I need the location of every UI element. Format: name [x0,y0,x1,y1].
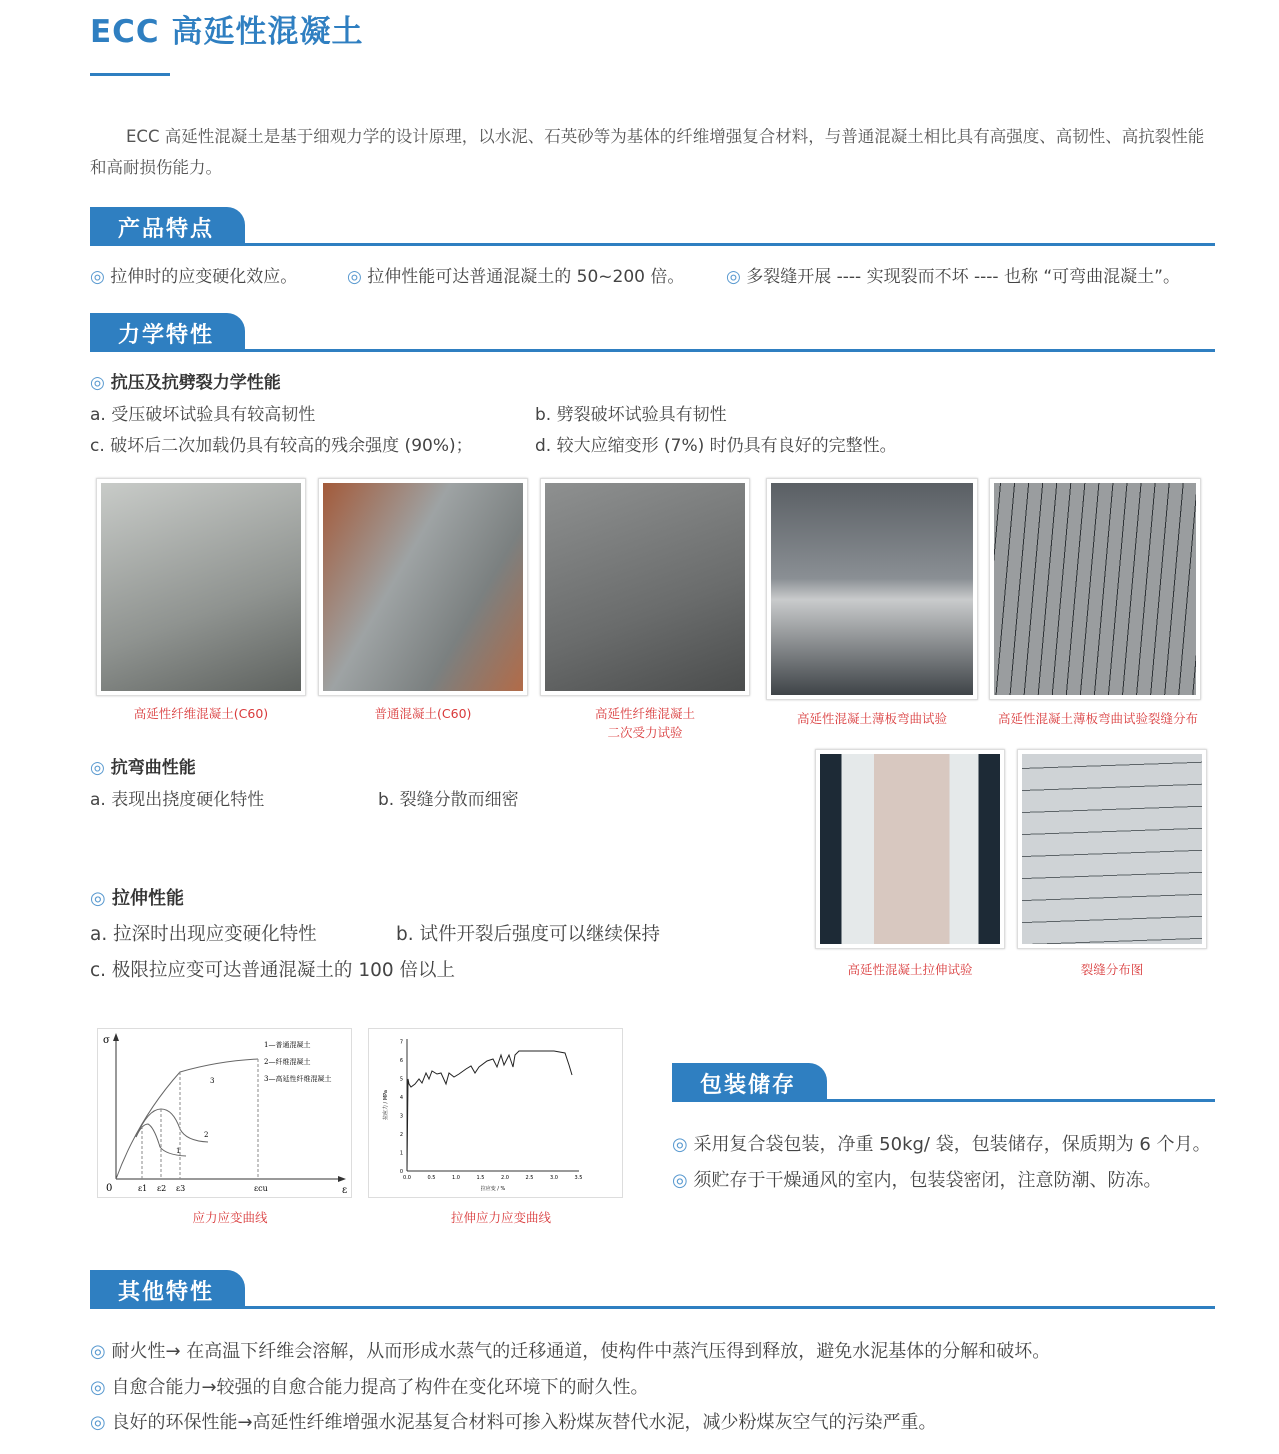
chart-caption: 应力应变曲线 [192,1210,268,1225]
packaging-heading: 包装储存 [672,1063,827,1100]
tensile-curve-svg [369,1029,622,1197]
photo-caption: 高延性混凝土薄板弯曲试验 [796,711,947,726]
compression-item: a. 受压破坏试验具有较高韧性 [90,405,316,425]
features-section-header [90,207,1215,246]
curve-3 [116,1059,258,1179]
photo-crack-distribution [989,478,1201,700]
x-tick-label: 0.5 [427,1175,436,1181]
stress-strain-figure [97,1028,352,1198]
x-tick-label: 2.5 [525,1175,534,1181]
x-axis-arrow [338,1176,346,1182]
tick-e1: ε1 [138,1184,148,1193]
y-tick-label: 2 [399,1132,403,1138]
photo-tensile-test [815,749,1005,949]
curve-label: 1 [176,1147,181,1155]
bending-subheading: ◎ 抗弯曲性能 [90,758,196,778]
tensile-curve [407,1051,572,1171]
y-tick-label: 6 [399,1058,403,1064]
x-tick-label: 1.0 [452,1175,460,1181]
tick-e2: ε2 [157,1184,167,1193]
x-tick-label: 2.0 [501,1175,509,1181]
legend-item: 1—普通混凝土 [264,1041,311,1049]
feature-item: ◎ 拉伸性能可达普通混凝土的 50~200 倍。 [347,267,685,287]
photo-caption: 高延性纤维混凝土 二次受力试验 [594,706,695,740]
tensile-item: a. 拉深时出现应变硬化特性 [90,924,317,945]
tick-ecu: εcu [254,1184,268,1193]
compression-subheading: ◎ 抗压及抗劈裂力学性能 [90,373,281,393]
y-tick-label: 0 [399,1169,403,1175]
other-item: ◎ 良好的环保性能→高延性纤维增强水泥基复合材料可掺入粉煤灰替代水泥，减少粉煤灰空气的污染严重。 [90,1412,937,1433]
x-axis-label: 拉应变 / % [480,1186,506,1192]
packaging-item: ◎ 采用复合袋包装，净重 50kg/ 袋，包装储存，保质期为 6 个月。 [672,1134,1211,1155]
packaging-section-header [672,1063,1215,1102]
x-tick-label: 1.5 [476,1175,485,1181]
tensile-subheading: ◎ 拉伸性能 [90,888,184,909]
photo-caption: 高延性混凝土拉伸试验 [847,962,973,977]
compression-item: c. 破坏后二次加载仍具有较高的残余强度 (90%)； [90,436,473,456]
page-title: ECC 高延性混凝土 [90,14,364,50]
features-heading: 产品特点 [90,207,245,244]
photo-ecc-second-loading [540,478,750,696]
tick-e3: ε3 [176,1184,186,1193]
mechanics-section-header [90,313,1215,352]
title-underline [90,73,170,76]
photo-caption: 裂缝分布图 [1080,962,1144,977]
bending-item: a. 表现出挠度硬化特性 [90,790,265,810]
legend-item: 2—纤维混凝土 [264,1058,311,1066]
tick-labels [400,1040,583,1182]
photo-caption: 普通混凝土(C60) [374,706,472,721]
chart-caption: 拉伸应力应变曲线 [450,1210,551,1225]
y-tick-label: 1 [399,1150,403,1157]
dashed-guides [142,1059,258,1179]
curve-label: 2 [204,1131,209,1139]
stress-strain-svg [98,1029,351,1197]
x-tick-label: 0.0 [403,1175,411,1181]
photo-tensile-cracks [1017,749,1207,949]
y-tick-label: 7 [399,1039,403,1046]
photo-normal-concrete [318,478,528,696]
tensile-curve-figure [368,1028,623,1198]
intro-paragraph: ECC 高延性混凝土是基于细观力学的设计原理，以水泥、石英砂等为基体的纤维增强复合材料，与普通混凝土相比具有高强度、高韧性、高抗裂性能和高耐损伤能力。 [90,127,1205,177]
mechanics-heading: 力学特性 [90,313,245,350]
feature-item: ◎ 多裂缝开展 ---- 实现裂而不坏 ---- 也称 “可弯曲混凝土”。 [726,267,1180,287]
compression-item: b. 劈裂破坏试验具有韧性 [535,405,727,425]
curve-label: 3 [210,1077,215,1085]
y-axis-arrow [113,1033,119,1041]
legend-item: 3—高延性纤维混凝土 [264,1075,332,1083]
y-tick-label: 3 [399,1113,403,1120]
tensile-item: c. 极限拉应变可达普通混凝土的 100 倍以上 [90,960,456,981]
origin-label: 0 [106,1183,113,1194]
x-tick-label: 3.5 [574,1175,583,1181]
y-axis-label: 拉应力 / MPa [383,1089,389,1121]
compression-item: d. 较大应缩变形 (7%) 时仍具有良好的完整性。 [535,436,897,456]
other-section-header [90,1270,1215,1309]
y-symbol: σ [103,1035,110,1046]
bending-item: b. 裂缝分散而细密 [378,790,519,810]
y-tick-label: 4 [399,1095,403,1101]
photo-ecc-specimen [96,478,306,696]
photo-thin-plate-bending [766,478,978,700]
photo-caption: 高延性纤维混凝土(C60) [133,706,269,721]
x-tick-label: 3.0 [550,1175,558,1181]
other-heading: 其他特性 [90,1270,245,1307]
tensile-item: b. 试件开裂后强度可以继续保持 [396,924,661,945]
feature-item: ◎ 拉伸时的应变硬化效应。 [90,267,298,287]
packaging-item: ◎ 须贮存于干燥通风的室内，包装袋密闭，注意防潮、防冻。 [672,1170,1162,1191]
other-item: ◎ 自愈合能力→较强的自愈合能力提高了构件在变化环境下的耐久性。 [90,1377,649,1398]
photo-caption: 高延性混凝土薄板弯曲试验裂缝分布 [997,711,1198,726]
x-symbol: ε [342,1185,348,1196]
y-tick-label: 5 [399,1076,403,1083]
curve-2 [136,1109,208,1142]
other-item: ◎ 耐火性→ 在高温下纤维会溶解，从而形成水蒸气的迁移通道，使构件中蒸汽压得到释放，避免水泥基体的分解和破坏。 [90,1341,1051,1362]
